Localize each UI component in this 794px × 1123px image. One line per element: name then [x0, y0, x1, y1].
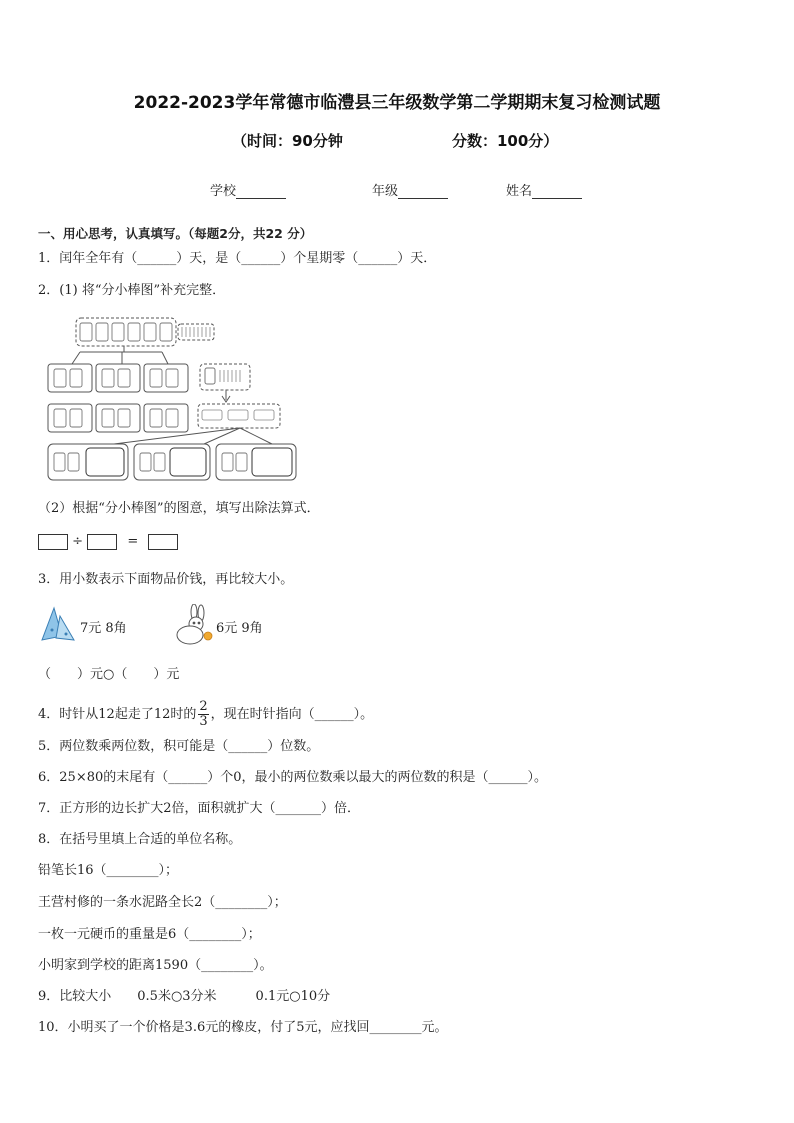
question-5: 5．两位数乘两位数，积可能是（______）位数。 [38, 739, 320, 754]
dividend-box[interactable] [38, 534, 68, 550]
divide-sign: ÷ [72, 534, 84, 549]
stick-division-diagram [44, 316, 300, 484]
grade-label: 年级 [372, 184, 399, 199]
question-9: 9．比较大小 0.5米○3分米 0.1元○10分 [38, 989, 331, 1004]
grade-blank[interactable] [398, 184, 448, 199]
rabbit-toy-icon [170, 604, 214, 646]
exam-time: （时间：90分钟 [232, 132, 343, 150]
question-3: 3．用小数表示下面物品价钱，再比较大小。 [38, 572, 294, 587]
fraction-numerator: 2 [199, 699, 208, 714]
grade-field [372, 180, 448, 199]
divisor-box[interactable] [87, 534, 117, 550]
name-blank[interactable] [532, 184, 582, 199]
question-2a: 2．(1) 将“分小棒图”补充完整． [38, 283, 226, 298]
question-4-before: 4．时针从12起走了12时的 [38, 707, 197, 722]
triangle-ruler-icon [40, 606, 76, 642]
fraction [198, 700, 208, 729]
school-field [210, 180, 286, 199]
question-2b: （2）根据“分小棒图”的图意，填写出除法算式． [38, 501, 320, 516]
division-equation [38, 533, 178, 551]
question-8a: 铅笔长16（________）； [38, 863, 179, 878]
fraction-denominator: 3 [199, 714, 208, 729]
quotient-box[interactable] [148, 534, 178, 550]
item2-price: 6元 9角 [216, 621, 263, 636]
school-blank[interactable] [236, 184, 286, 199]
name-label: 姓名 [506, 184, 533, 199]
name-field [506, 180, 582, 199]
question-4 [38, 700, 373, 730]
price-compare: （ ）元○（ ）元 [38, 667, 180, 682]
question-8b: 王营村修的一条水泥路全长2（________）； [38, 895, 287, 910]
question-10: 10．小明买了一个价格是3.6元的橡皮，付了5元，应找回________元。 [38, 1020, 448, 1035]
question-8d: 小明家到学校的距离1590（________）。 [38, 958, 273, 973]
question-8: 8．在括号里填上合适的单位名称。 [38, 832, 242, 847]
question-6: 6．25×80的末尾有（______）个0，最小的两位数乘以最大的两位数的积是（______）。 [38, 770, 548, 785]
question-7: 7．正方形的边长扩大2倍，面积就扩大（_______）倍． [38, 801, 361, 816]
equals-sign: = [127, 534, 139, 549]
question-8c: 一枚一元硬币的重量是6（________）； [38, 927, 261, 942]
school-label: 学校 [210, 184, 237, 199]
item1-price: 7元 8角 [80, 621, 127, 636]
question-1: 1．闰年全年有（______）天，是（______）个星期零（______）天． [38, 251, 437, 266]
section-heading: 一、用心思考，认真填写。（每题2分，共22 分） [38, 226, 313, 241]
question-4-after: ，现在时针指向（______）。 [210, 707, 374, 722]
page-title: 2022-2023学年常德市临澧县三年级数学第二学期期末复习检测试题 [133, 93, 661, 113]
exam-score: 分数：100分） [452, 132, 559, 150]
